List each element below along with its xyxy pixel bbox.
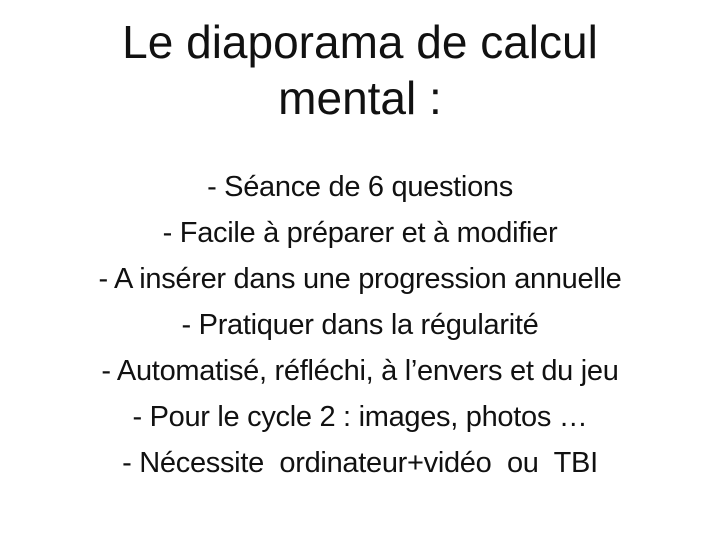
bullet-item: - Pratiquer dans la régularité — [181, 309, 539, 341]
slide-title-line-1: Le diaporama de calcul — [122, 16, 598, 68]
bullet-item: - Nécessite ordinateur+vidéo ou TBI — [122, 447, 598, 479]
bullet-list — [0, 164, 720, 486]
bullet-item: - Pour le cycle 2 : images, photos … — [132, 401, 588, 433]
bullet-item: - Facile à préparer et à modifier — [162, 217, 558, 249]
bullet-item: - A insérer dans une progression annuelle — [98, 263, 622, 295]
bullet-item: - Séance de 6 questions — [207, 171, 513, 203]
slide-title — [0, 14, 720, 126]
bullet-item: - Automatisé, réfléchi, à l’envers et du jeu — [101, 355, 619, 387]
slide-title-line-2: mental : — [278, 72, 442, 124]
